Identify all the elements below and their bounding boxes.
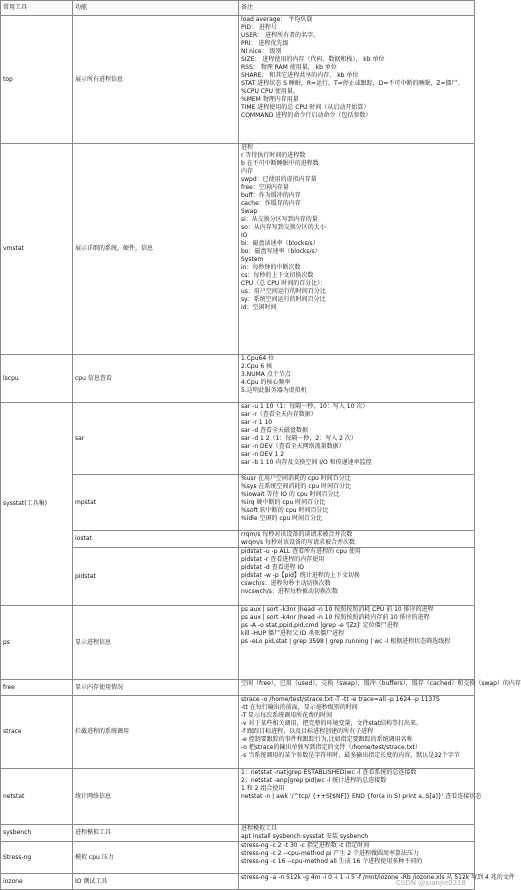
tool-name-cell: free	[1, 680, 73, 696]
note-line: CPU（总 CPU 时间的百分比）：	[241, 280, 327, 287]
note-line: sar -u 1 10（1：每隔一秒，10：写入 10 次）	[241, 403, 369, 410]
note-line: -e 控制要跟踪的事件和跟踪行为,比如指定要跟踪的系统调用名称	[241, 736, 413, 743]
function-cell: 拦截进程的系统调用	[73, 696, 239, 769]
note-line: stress-ng -c 2 -t 30 -c 指定进程数 -t 指定时间	[241, 842, 370, 849]
function-cell: 统计网络信息	[73, 769, 239, 825]
notes-cell	[239, 825, 475, 842]
note-line: PID： 进程号	[241, 24, 277, 31]
header-tool: 常用工具	[1, 1, 73, 16]
table-header-row	[1, 1, 475, 16]
notes-cell	[239, 403, 475, 475]
note-line: sar -b 1 10 内存及交换空间 I/O 和传递速率监控	[241, 459, 372, 466]
watermark: CSDN @xianjie0318	[395, 879, 466, 887]
tool-name-cell: strace	[1, 696, 73, 769]
note-line: -T 显示每次系统调用所花费的时间	[241, 712, 333, 719]
table-row	[1, 606, 475, 680]
table-row	[1, 825, 475, 842]
notes-cell	[239, 16, 475, 144]
note-line: RSS： 物理 RAM 使用量， kb 单位	[241, 64, 337, 71]
table-row	[1, 403, 475, 475]
notes-cell	[239, 680, 521, 696]
note-line: 进程模拟工具	[241, 825, 278, 832]
note-line: 3.NUMA 点个节点	[241, 371, 291, 378]
note-line: System	[241, 256, 264, 263]
note-line: ps -eLo pid,stat | grep 3598 | grep running | wc -l 根据进程状态筛选线程	[241, 638, 451, 645]
table-row	[1, 531, 475, 548]
note-line: 进程	[241, 144, 254, 151]
function-cell: 显示内存使用情况	[73, 680, 239, 696]
table-row	[1, 842, 475, 874]
notes-cell	[239, 548, 475, 606]
tool-name-cell: lscpu	[1, 355, 73, 403]
note-line: id：空闲时间	[241, 304, 277, 311]
note-line: kill -HUP 僵尸进程父 ID 杀死僵尸进程	[241, 630, 345, 637]
note-line: SHARE： 和其它进程共享的内存， kb 单位	[241, 72, 359, 79]
note-line: %iowait 等待 IO 的 cpu 时间百分比	[241, 491, 340, 498]
note-line: si：从交换分区写到内存的量	[241, 216, 318, 223]
note-line: pidstat -d 查看进程 IO	[241, 564, 304, 571]
tool-name-cell: top	[1, 16, 73, 144]
note-line: so：从内存写到交换分区的大小	[241, 224, 326, 231]
table-row	[1, 696, 475, 769]
note-line: sar -n DEV 1 2	[241, 451, 285, 458]
notes-cell	[239, 144, 475, 355]
note-line: TIME 进程使用的总 CPU 时间（从启动开始算）	[241, 104, 370, 111]
note-line: -tt 在每行输出的前面，显示毫秒级别的时间	[241, 704, 358, 711]
function-cell: 显示进程信息	[73, 606, 239, 680]
note-line: %sys 在系统空间消耗的 cpu 时间百分比	[241, 483, 352, 490]
note-line: in：每秒钟的中断次数	[241, 264, 301, 271]
note-line: SIZE： 进程使用的内存（代码、数据和栈）， kb 单位	[241, 56, 385, 63]
note-line: %usr 在用户空间消耗的 cpu 时间百分比	[241, 475, 351, 482]
tool-name-cell: sysstat(工具集)	[1, 403, 73, 606]
notes-cell	[239, 355, 475, 403]
notes-cell	[239, 769, 482, 825]
note-line: %CPU CPU 使用量。	[241, 88, 299, 95]
subtool-cell: pidstat	[73, 548, 239, 606]
note-line: 2：netstat -anp|grep pid|wc -l 统计进程的总连接数	[241, 777, 387, 784]
note-line: %MEM 物理内存用量	[241, 96, 299, 103]
note-line: sar -d 查看全天磁盘数据	[241, 427, 309, 434]
note-line: NI nice： 级别	[241, 48, 282, 55]
header-notes: 备注	[239, 1, 475, 16]
table-row	[1, 144, 475, 355]
note-line: sar -r（查看全天内存数据）	[241, 411, 317, 418]
note-line: stress-ng -c 2 --cpu-method pi 产生 2 个进程做圆周率算法压力	[241, 850, 420, 857]
note-line: apt install sysbench sysstat 安装 sysbench	[241, 833, 369, 840]
note-line: sar -n DEV（查看全天网络流量数据）	[241, 443, 345, 450]
note-line: sy：系统空间运行的时间百分比	[241, 296, 326, 303]
notes-cell	[239, 696, 475, 769]
table-row	[1, 680, 475, 696]
note-line: rrqm/s 每秒对该设备的读请求被合并次数	[241, 531, 353, 538]
note-line: -o 把strace的输出单独写到指定的文件（/home/test/strace.txt）	[241, 744, 421, 751]
note-line: cs：每秒的上下文切换次数	[241, 272, 314, 279]
function-cell: 展示详细的系统，硬件，信息	[73, 144, 239, 355]
table-row	[1, 475, 475, 531]
note-line: pidstat -u -p ALL 查看所有进程的 cpu 使用	[241, 548, 361, 555]
note-line: sar -r 1 10	[241, 419, 273, 426]
note-line: us：用户空间运行的时间百分比	[241, 288, 326, 295]
table-row	[1, 548, 475, 606]
note-line: -v 对于某些相关调用，把完整的环境变量，文件stat结构等打出来。	[241, 720, 422, 727]
notes-cell	[239, 531, 475, 548]
note-line: USER： 进程所有者的名字。	[241, 32, 320, 39]
note-line: %soft 软中断的 cpu 时间百分比	[241, 507, 329, 514]
subtool-cell: sar	[73, 403, 239, 475]
note-line: 1 和 2 组合使用	[241, 785, 285, 792]
tool-name-cell: vmstat	[1, 144, 73, 355]
note-line: strace -o /home/test/strace.txt -T -tt -e trace=all -p 1624 -p 11375	[241, 696, 440, 703]
tool-name-cell: ps	[1, 606, 73, 680]
note-line: 2.Cpu 6 核	[241, 363, 273, 370]
note-line: cswch/s：进程每秒主动切换次数	[241, 580, 331, 587]
note-line: bo：磁盘写速率（blocks/s）	[241, 248, 321, 255]
note-line: bi：磁盘读速率（blocks/s）	[241, 240, 319, 247]
note-line: nvcswch/s：进程每秒被动切换次数	[241, 588, 338, 595]
note-line: r 等待执行时间的进程数	[241, 152, 306, 159]
note-line: wrqm/s 每秒对该设备的写请求被合并次数	[241, 539, 355, 546]
table-row	[1, 355, 475, 403]
note-line: 4.Cpu 的核心频率	[241, 379, 291, 386]
tool-name-cell: Stress-ng	[1, 842, 73, 874]
function-cell: IO 测试工具	[73, 874, 239, 890]
function-cell: cpu 信息查看	[73, 355, 239, 403]
note-line: pidstat -w -p【pid】统计进程的上下文切换	[241, 572, 360, 579]
table-row	[1, 16, 475, 144]
note-line: %irq 硬中断的 cpu 时间百分比	[241, 499, 326, 506]
subtool-cell: mpstat	[73, 475, 239, 531]
note-line: load average： 平均负载	[241, 16, 313, 23]
note-line: 1：netstat -nat|grep ESTABLISHED|wc -l 查看系统的总连接数	[241, 769, 417, 776]
subtool-cell: iostat	[73, 531, 239, 548]
note-line: b 在不可中断睡眠中的进程数	[241, 160, 319, 167]
notes-cell	[239, 842, 475, 874]
header-function: 功能	[73, 1, 239, 16]
tool-name-cell: sysbench	[1, 825, 73, 842]
note-line: 空闲（free），已用（used），交换（swap），缓冲（buffers），缓存（cached）和交换（swap）的内存	[241, 680, 521, 687]
note-line: cache：作缓存的内存	[241, 200, 301, 207]
note-line: PRI： 进程优先级	[241, 40, 289, 47]
note-line: buff：作为缓冲的内存	[241, 192, 301, 199]
notes-cell	[239, 475, 475, 531]
note-line: 1.Cpu64 位	[241, 355, 275, 362]
note-line: ps aux | sort -k4nr |head -n 10 按照按照消耗内存前 10 排序的进程	[241, 614, 430, 621]
note-line: %idle 空闲的 cpu 时间百分比	[241, 515, 323, 522]
tool-name-cell: netstat	[1, 769, 73, 825]
note-line: Swap	[241, 208, 258, 215]
function-cell: 展示所有进程信息	[73, 16, 239, 144]
note-line: IO	[241, 232, 248, 239]
function-cell: 进程模拟工具	[73, 825, 239, 842]
tool-name-cell: iozone	[1, 874, 73, 890]
note-line: -f 跟踪目标进程，以及目标进程创建的所有子进程	[241, 728, 374, 735]
table-body	[1, 16, 521, 890]
note-line: netstat -n | awk '/^tcp/ {++S[$NF]} END {for(a in S) print a, S[a]}' 查看连接状态	[241, 793, 482, 800]
note-line: STAT 进程状态 S 睡眠，R=运行，T=停止或跟踪，D=不可中断的睡眠，Z=僵尸。	[241, 80, 464, 87]
note-line: ps -A -o stat,ppid,pid,cmd |grep -e '[Zz]' 定位僵尸进程	[241, 622, 399, 629]
function-cell: 模拟 cpu 压力	[73, 842, 239, 874]
note-line: -s 当系统调用的某个参数是字符串时，最多输出指定长度的内容，默认是32个字节	[241, 752, 460, 759]
note-line: ps aux | sort -k3nr |head -n 10 按照按照消耗 CPU 前 10 排序的进程	[241, 606, 434, 613]
table-row	[1, 769, 475, 825]
note-line: 5.这明此服务器为虚拟机	[241, 387, 307, 394]
note-line: free：空闲内存量	[241, 184, 289, 191]
note-line: COMMAND 进程的命令行启动命令（包括参数）	[241, 112, 372, 119]
note-line: 内存	[241, 168, 254, 175]
notes-cell	[239, 606, 475, 680]
note-line: stress-ng -c 16 --cpu-method all 生成 16 个进程使用多种不同的	[241, 858, 423, 865]
note-line: swpd：已使用的虚拟内存量	[241, 176, 317, 183]
note-line: pidstat -r 查看进程的内存使用	[241, 556, 325, 563]
note-line: sar -d 1 2（1：每隔一秒，2：写入 2 次）	[241, 435, 357, 442]
note-line: stress-ng -a -n 512k -g 4m -i 0 -i 1 -i 5 -f /mnt/iozone -Rb /iozone.xls 从 512k 写到 4 兆的文件	[241, 874, 515, 881]
